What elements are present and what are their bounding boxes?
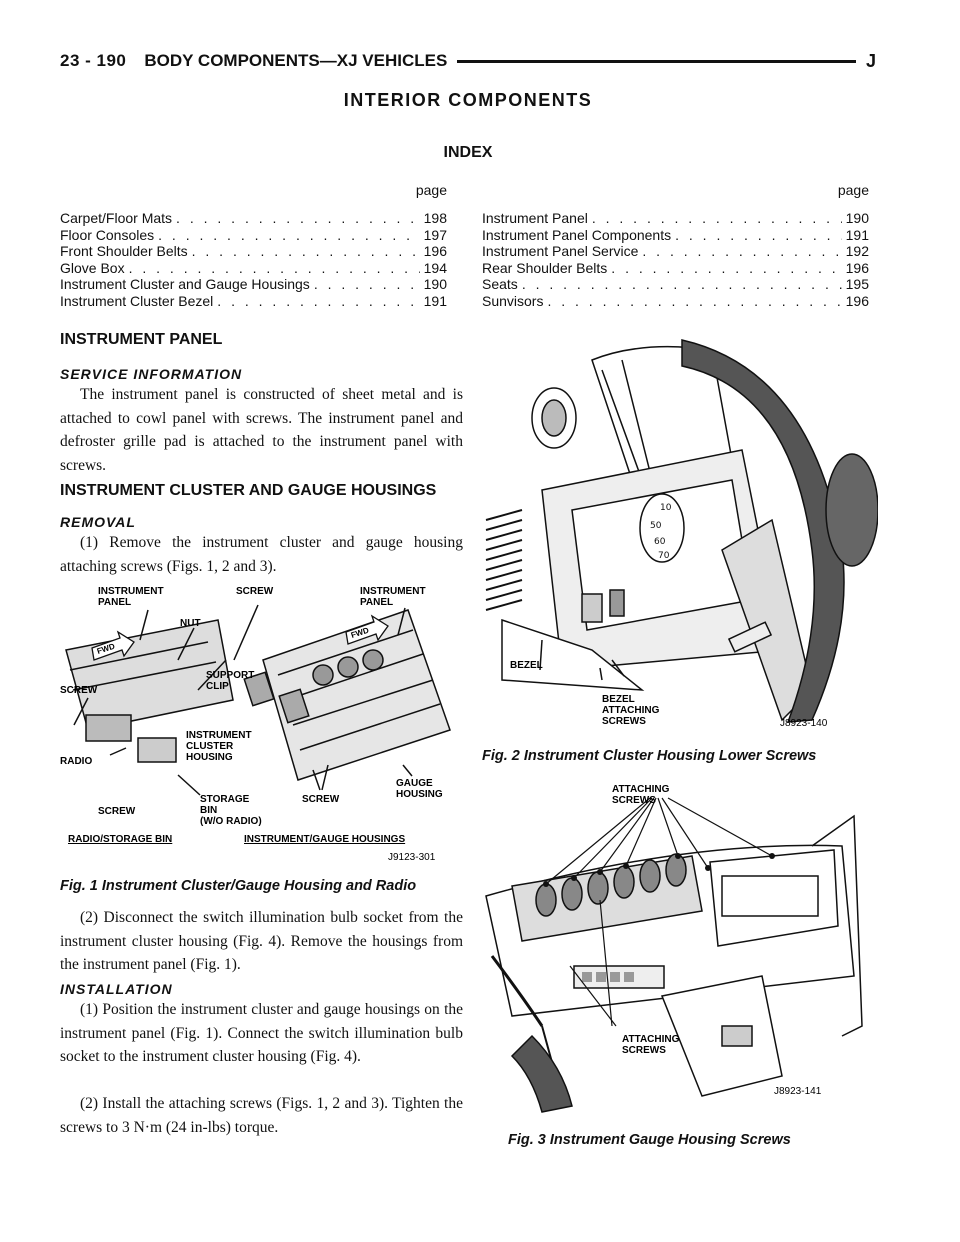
figure-1-caption: Fig. 1 Instrument Cluster/Gauge Housing and Radio: [60, 878, 417, 894]
section-title: BODY COMPONENTS—XJ VEHICLES: [144, 51, 448, 70]
fig1-label-support-clip: SUPPORT CLIP: [206, 670, 255, 692]
figure-3-caption: Fig. 3 Instrument Gauge Housing Screws: [508, 1132, 791, 1148]
fig1-label-instrument-gauge-housings: INSTRUMENT/GAUGE HOUSINGS: [244, 834, 406, 845]
index-leader-dots: [522, 276, 842, 293]
fig1-label-fwd: FWD: [95, 641, 116, 656]
index-entry-page: 194: [423, 259, 447, 276]
fig1-label-screw-top: SCREW: [236, 586, 274, 597]
index-entry-page: 196: [423, 243, 447, 259]
index-entry-page: 191: [845, 226, 869, 243]
index-entry-label: Instrument Panel Service: [482, 243, 639, 259]
fig2-label-bezel-screws: BEZEL ATTACHING SCREWS: [602, 694, 660, 727]
svg-text:50: 50: [650, 521, 662, 531]
index-page-label: page: [415, 182, 447, 198]
service-information-heading: SERVICE INFORMATION: [60, 366, 243, 382]
fig1-label-cluster-housing: INSTRUMENT CLUSTER HOUSING: [186, 730, 252, 763]
index-entry-page: 197: [423, 226, 447, 243]
index-entry: [482, 210, 869, 227]
index-entry: [60, 210, 447, 227]
index-leader-dots: [675, 227, 842, 244]
cluster-heading: INSTRUMENT CLUSTER AND GAUGE HOUSINGS: [60, 482, 437, 499]
index-entry-page: 191: [423, 292, 447, 309]
install-step-2: (2) Install the attaching screws (Figs. 1, 2 and 3). Tighten the screws to 3 N·m (24 in-lbs) torque.: [60, 1095, 463, 1136]
index-entry-label: Seats: [482, 276, 518, 292]
page-number: 23 - 190: [60, 51, 127, 70]
index-entry-label: Glove Box: [60, 259, 125, 276]
fig2-label-bezel: BEZEL: [510, 660, 543, 671]
index-entry-page: 195: [845, 276, 869, 292]
index-entry-label: Instrument Panel Components: [482, 226, 672, 243]
header-rule: [457, 60, 856, 63]
index-entry: [482, 293, 869, 310]
main-title: INTERIOR COMPONENTS: [343, 90, 593, 110]
installation-heading: INSTALLATION: [60, 981, 173, 997]
fig3-label-attaching-bottom: ATTACHING SCREWS: [622, 1034, 680, 1056]
index-leader-dots: [217, 293, 419, 310]
svg-text:60: 60: [654, 537, 666, 547]
fig3-label-attaching-top: ATTACHING SCREWS: [612, 784, 670, 806]
index-entry: [482, 276, 869, 293]
removal-step-2: (2) Disconnect the switch illumination bulb socket from the instrument cluster housing (Fig. 4). Remove the housings from the instrument panel (Fig. 1).: [60, 909, 463, 973]
fig1-label-instrument-panel-left: INSTRUMENT PANEL: [98, 586, 164, 608]
index-leader-dots: [642, 243, 841, 260]
svg-text:10: 10: [660, 503, 672, 513]
fig1-label-screw-bottom: SCREW: [98, 806, 136, 817]
figure-1-illustration: [58, 580, 466, 868]
fig1-label-storage-bin: STORAGE BIN (W/O RADIO): [200, 794, 262, 827]
index-entry: [60, 293, 447, 310]
fig1-label-screw-left: SCREW: [60, 685, 98, 696]
index-leader-dots: [592, 210, 842, 227]
index-entry-label: Instrument Panel: [482, 210, 588, 226]
figure-2-caption: Fig. 2 Instrument Cluster Housing Lower Screws: [482, 748, 817, 764]
fig1-label-screw-mid: SCREW: [302, 794, 340, 805]
index-entry-page: 192: [845, 243, 869, 259]
index-title: INDEX: [443, 144, 493, 161]
fig3-code: J8923-141: [774, 1086, 822, 1097]
index-entry-label: Instrument Cluster Bezel: [60, 292, 214, 309]
index-entry-page: 196: [845, 292, 869, 309]
index-entry-label: Sunvisors: [482, 292, 544, 309]
fig1-label-nut: NUT: [180, 618, 201, 629]
index-entry-label: Front Shoulder Belts: [60, 243, 188, 259]
fig1-label-radio: RADIO: [60, 756, 93, 767]
section-letter: J: [865, 50, 876, 71]
index-entry: [60, 227, 447, 244]
index-entry-label: Instrument Cluster and Gauge Housings: [60, 276, 310, 292]
fig1-label-fwd-right: FWD: [349, 625, 370, 640]
index-leader-dots: [176, 210, 420, 227]
index-entry-label: Carpet/Floor Mats: [60, 210, 173, 226]
fig1-label-gauge-housing: GAUGE HOUSING: [396, 778, 443, 800]
index-entry-page: 196: [845, 259, 869, 276]
index-entry: [482, 227, 869, 244]
index-entry: [60, 276, 447, 293]
fig1-code: J9123-301: [388, 852, 436, 863]
index-leader-dots: [547, 293, 841, 310]
index-leader-dots: [158, 227, 419, 244]
index-page-label: page: [837, 182, 869, 198]
index-leader-dots: [129, 260, 420, 277]
index-leader-dots: [314, 276, 420, 293]
fig2-code: J8923-140: [780, 718, 828, 729]
install-step-1: (1) Position the instrument cluster and gauge housings on the instrument panel (Fig. 1). Connect the switch illumination bulb socket to the instrument cluster housing (Fig. 4).: [60, 1001, 463, 1065]
index-entry: [60, 260, 447, 277]
figure-2-illustration: [482, 330, 878, 734]
index-entry-page: 190: [423, 276, 447, 292]
service-information-text: The instrument panel is constructed of sheet metal and is attached to cowl panel with screws. The instrument panel and defroster grille pad is attached to the instrument panel with screws.: [60, 386, 463, 474]
index-entry-page: 198: [423, 210, 447, 226]
page-header: [60, 48, 876, 74]
index-entry: [482, 243, 869, 260]
index-entry-page: 190: [845, 210, 869, 226]
index-leader-dots: [611, 260, 841, 277]
figure-3-illustration: [482, 776, 878, 1120]
index-left-column: [60, 182, 447, 309]
removal-heading: REMOVAL: [60, 514, 136, 530]
fig1-label-radio-storage-bin: RADIO/STORAGE BIN: [68, 834, 173, 845]
index-entry: [482, 260, 869, 277]
index-entry-label: Floor Consoles: [60, 226, 155, 243]
removal-step-1: (1) Remove the instrument cluster and gauge housing attaching screws (Figs. 1, 2 and 3).: [60, 534, 463, 575]
index-right-column: [482, 182, 869, 309]
svg-text:70: 70: [658, 551, 670, 561]
index-entry-label: Rear Shoulder Belts: [482, 259, 608, 276]
index-leader-dots: [192, 243, 420, 260]
instrument-panel-heading: INSTRUMENT PANEL: [60, 331, 223, 348]
index-entry: [60, 243, 447, 260]
fig1-label-instrument-panel-right: INSTRUMENT PANEL: [360, 586, 426, 608]
